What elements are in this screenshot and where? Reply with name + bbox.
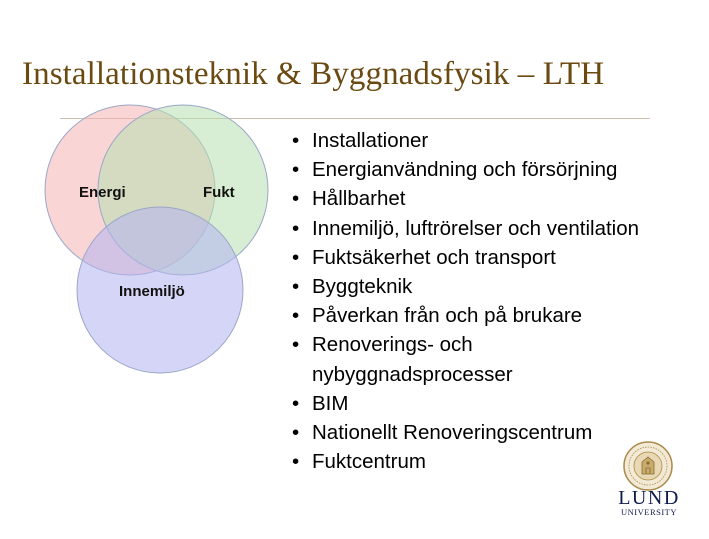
bullet-dot: • xyxy=(292,450,300,474)
venn-label-innemiljo: Innemiljö xyxy=(119,283,185,300)
bullet-dot: • xyxy=(292,421,300,445)
list-item xyxy=(288,155,703,184)
list-item xyxy=(288,389,703,418)
bullet-dot: • xyxy=(292,158,300,182)
list-item-text: Fuktcentrum xyxy=(312,450,426,474)
bullet-dot: • xyxy=(292,333,300,357)
list-item xyxy=(288,301,703,330)
list-item-text: Installationer xyxy=(312,129,429,152)
list-item xyxy=(288,126,703,155)
bullet-dot: • xyxy=(292,216,300,240)
list-item xyxy=(288,272,703,301)
bullet-dot: • xyxy=(292,391,300,415)
slide-title: Installationsteknik & Byggnadsfysik – LTH xyxy=(22,56,605,92)
venn-label-energi: Energi xyxy=(79,184,126,201)
logo-subtitle: UNIVERSITY xyxy=(621,507,677,517)
bullet-dot: • xyxy=(292,304,300,328)
lund-seal-icon xyxy=(621,440,675,492)
bullet-dot: • xyxy=(292,245,300,269)
list-item-text: Påverkan från och på brukare xyxy=(312,304,583,328)
list-item-continuation: nybyggnadsprocesser xyxy=(312,362,513,386)
venn-label-fukt: Fukt xyxy=(203,184,235,201)
bullet-dot: • xyxy=(292,187,300,211)
list-item xyxy=(288,214,703,243)
list-item-text: Fuktsäkerhet och transport xyxy=(312,245,556,269)
list-item xyxy=(288,184,703,213)
venn-diagram xyxy=(0,0,290,400)
topic-list xyxy=(288,126,703,476)
list-item xyxy=(288,243,703,272)
bullet-dot: • xyxy=(292,129,300,152)
list-item-text: Energianvändning och försörjning xyxy=(312,158,618,182)
logo-wordmark: LUND xyxy=(618,487,680,509)
list-item-text: Innemiljö, luftrörelser och ventilation xyxy=(312,216,640,240)
list-item-text: BIM xyxy=(312,391,349,415)
list-item-text: Renoverings- och xyxy=(312,333,473,357)
list-item-text: Byggteknik xyxy=(312,275,413,299)
list-item xyxy=(288,330,703,388)
list-item-text: Hållbarhet xyxy=(312,187,406,211)
list-item-text: Nationellt Renoveringscentrum xyxy=(312,421,593,445)
bullet-dot: • xyxy=(292,275,300,299)
